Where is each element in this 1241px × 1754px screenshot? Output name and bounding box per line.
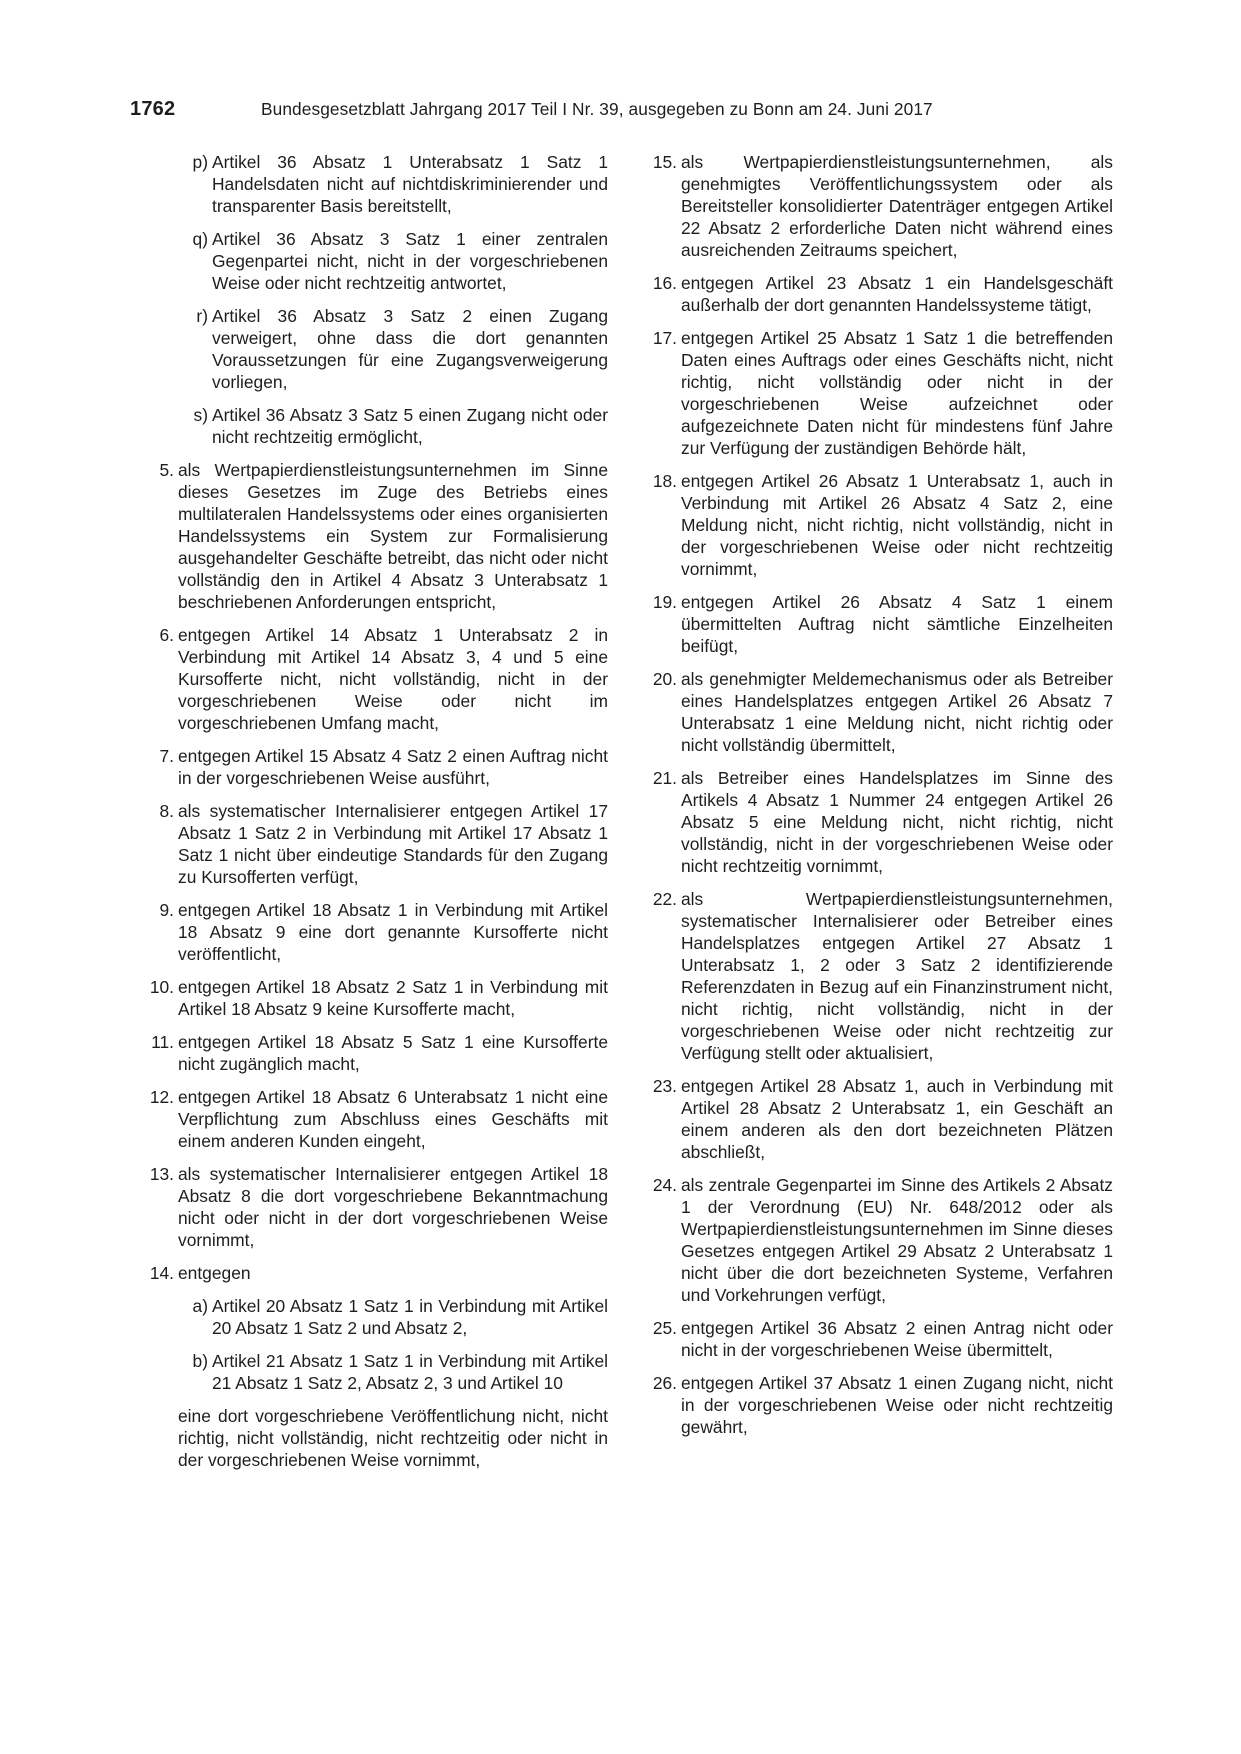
list-item-9 [159, 899, 608, 965]
list-item-q [192, 228, 608, 294]
list-item-p [192, 151, 608, 217]
list-item-8 [159, 800, 608, 888]
list-item-21 [652, 767, 1113, 877]
item-text: entgegen Artikel 26 Absatz 1 Unterabsatz 1, auch in Verbindung mit Artikel 26 Absatz 4 Satz 2, eine Meldung nicht, nicht richtig, nicht vollständig, nicht in der vorgeschriebenen Weise oder nicht rechtzeitig vornimmt, [681, 471, 1113, 579]
item-number: 24. [652, 1175, 677, 1195]
item-number: 9. [159, 900, 174, 920]
list-item-6 [159, 624, 608, 734]
list-item-20 [652, 668, 1113, 756]
list-item-22 [652, 888, 1113, 1064]
page-header [130, 98, 1120, 128]
item-number: 15. [652, 152, 677, 172]
item-number: 25. [652, 1318, 677, 1338]
item-text: entgegen Artikel 26 Absatz 4 Satz 1 einem übermittelten Auftrag nicht sämtliche Einzelheiten beifügt, [681, 592, 1113, 656]
sub-list [178, 1295, 608, 1394]
item-text: als genehmigter Meldemechanismus oder als Betreiber eines Handelsplatzes entgegen Artikel 26 Absatz 7 Unterabsatz 1 eine Meldung nicht, nicht richtig oder nicht vollständig übermittelt, [681, 669, 1113, 755]
item-number: 16. [652, 273, 677, 293]
left-column [149, 151, 608, 1482]
list-item-7 [159, 745, 608, 789]
item-text: entgegen Artikel 18 Absatz 1 in Verbindung mit Artikel 18 Absatz 9 eine dort genannte Kursofferte nicht veröffentlicht, [178, 900, 608, 964]
item-text: als Wertpapierdienstleistungsunternehmen, als genehmigtes Veröffentlichungssystem oder als Bereitsteller konsolidierter Datenträger entgegen Artikel 22 Absatz 2 erforderliche Daten nicht während eines ausreichenden Zeitraums speichert, [681, 152, 1113, 260]
item-number: 6. [159, 625, 174, 645]
item-number: 18. [652, 471, 677, 491]
item-text: entgegen [178, 1263, 251, 1283]
list-item-s [193, 404, 608, 448]
item-number: 10. [149, 977, 174, 997]
item-text: Artikel 36 Absatz 3 Satz 2 einen Zugang verweigert, ohne dass die dort genannten Voraussetzungen für eine Zugangsverweigerung vorliegen, [212, 306, 608, 392]
item-text: entgegen Artikel 14 Absatz 1 Unterabsatz 2 in Verbindung mit Artikel 14 Absatz 3, 4 und 5 eine Kursofferte nicht, nicht vollständig, nicht in der vorgeschriebenen Weise oder nicht im vorgeschriebenen Umfang macht, [178, 625, 608, 733]
list-item-15 [652, 151, 1113, 261]
item-text: entgegen Artikel 23 Absatz 1 ein Handelsgeschäft außerhalb der dort genannten Handelssysteme tätigt, [681, 273, 1113, 315]
item-text: entgegen Artikel 36 Absatz 2 einen Antrag nicht oder nicht in der vorgeschriebenen Weise übermittelt, [681, 1318, 1113, 1360]
list-item-16 [652, 272, 1113, 316]
item-text: entgegen Artikel 18 Absatz 5 Satz 1 eine Kursofferte nicht zugänglich macht, [178, 1032, 608, 1074]
item-text: als Betreiber eines Handelsplatzes im Sinne des Artikels 4 Absatz 1 Nummer 24 entgegen Artikel 26 Absatz 5 eine Meldung nicht, nicht richtig, nicht vollständig, nicht in der vorgeschriebenen Weise oder nicht rechtzeitig vornimmt, [681, 768, 1113, 876]
list-item-25 [652, 1317, 1113, 1361]
item-number: 7. [159, 746, 174, 766]
gazette-title: Bundesgesetzblatt Jahrgang 2017 Teil I Nr. 39, ausgegeben zu Bonn am 24. Juni 2017 [261, 99, 933, 119]
list-item-19 [652, 591, 1113, 657]
item-number: 26. [652, 1373, 677, 1393]
list-item-17 [652, 327, 1113, 459]
item-number: 5. [159, 460, 174, 480]
list-item-18 [652, 470, 1113, 580]
list-item-14b [192, 1350, 608, 1394]
item-text: Artikel 36 Absatz 3 Satz 1 einer zentralen Gegenpartei nicht, nicht in der vorgeschriebenen Weise oder nicht rechtzeitig antwortet, [212, 229, 608, 293]
item-number: 23. [652, 1076, 677, 1096]
list-item-14 [149, 1262, 608, 1471]
item-text: entgegen Artikel 25 Absatz 1 Satz 1 die betreffenden Daten eines Auftrags oder eines Geschäfts nicht, nicht richtig, nicht vollständig oder nicht in der vorgeschriebenen Weise aufzeichnet oder aufgezeichnete Daten nicht für mindestens fünf Jahre zur Verfügung der zuständigen Behörde hält, [681, 328, 1113, 458]
item-text: als systematischer Internalisierer entgegen Artikel 18 Absatz 8 die dort vorgeschriebene Bekanntmachung nicht oder nicht in der dort vorgeschriebenen Weise vornimmt, [178, 1164, 608, 1250]
item-text: entgegen Artikel 18 Absatz 2 Satz 1 in Verbindung mit Artikel 18 Absatz 9 keine Kursofferte macht, [178, 977, 608, 1019]
item-tail-text: eine dort vorgeschriebene Veröffentlichung nicht, nicht richtig, nicht vollständig, nicht rechtzeitig oder nicht in der vorgeschriebenen Weise vornimmt, [178, 1406, 608, 1470]
list-item-5 [159, 459, 608, 613]
item-number: 17. [652, 328, 677, 348]
list-item-10 [149, 976, 608, 1020]
item-label: b) [192, 1351, 208, 1371]
item-number: 13. [149, 1164, 174, 1184]
item-number: 11. [151, 1032, 174, 1052]
item-text: Artikel 36 Absatz 3 Satz 5 einen Zugang nicht oder nicht rechtzeitig ermöglicht, [212, 405, 608, 447]
list-item-23 [652, 1075, 1113, 1163]
list-item-26 [652, 1372, 1113, 1438]
item-text: als Wertpapierdienstleistungsunternehmen, systematischer Internalisierer oder Betreiber eines Handelsplatzes entgegen Artikel 27 Absatz 1 Unterabsatz 1, 2 oder 3 Satz 2 identifizierende Referenzdaten in Bezug auf ein Finanzinstrument nicht, nicht richtig, nicht vollständig, nicht in der vorgeschriebenen Weise oder nicht rechtzeitig zur Verfügung stellt oder aktualisiert, [681, 889, 1113, 1063]
item-label: q) [192, 229, 208, 249]
list-item-24 [652, 1174, 1113, 1306]
list-item-r [196, 305, 608, 393]
page-number: 1762 [130, 98, 176, 120]
item-text: Artikel 36 Absatz 1 Unterabsatz 1 Satz 1 Handelsdaten nicht auf nichtdiskriminierender und transparenter Basis bereitstellt, [212, 152, 608, 216]
item-number: 14. [149, 1263, 174, 1283]
list-item-12 [149, 1086, 608, 1152]
item-number: 21. [652, 768, 677, 788]
right-column [652, 151, 1113, 1449]
item-text: als zentrale Gegenpartei im Sinne des Artikels 2 Absatz 1 der Verordnung (EU) Nr. 648/2012 oder als Wertpapierdienstleistungsunternehmen im Sinne dieses Gesetzes entgegen Artikel 29 Absatz 2 Unterabsatz 1 nicht über die dort bezeichneten Systeme, Verfahren und Vorkehrungen verfügt, [681, 1175, 1113, 1305]
item-text: Artikel 21 Absatz 1 Satz 1 in Verbindung mit Artikel 21 Absatz 1 Satz 2, Absatz 2, 3 und Artikel 10 [212, 1351, 608, 1393]
item-number: 12. [149, 1087, 174, 1107]
item-number: 22. [652, 889, 677, 909]
list-item-14a [192, 1295, 608, 1339]
item-label: p) [192, 152, 208, 172]
item-text: entgegen Artikel 37 Absatz 1 einen Zugang nicht, nicht in der vorgeschriebenen Weise oder nicht rechtzeitig gewährt, [681, 1373, 1113, 1437]
item-number: 20. [652, 669, 677, 689]
item-text: als systematischer Internalisierer entgegen Artikel 17 Absatz 1 Satz 2 in Verbindung mit Artikel 17 Absatz 1 Satz 1 nicht über eindeutige Standards für den Zugang zu Kursofferten verfügt, [178, 801, 608, 887]
item-text: entgegen Artikel 15 Absatz 4 Satz 2 einen Auftrag nicht in der vorgeschriebenen Weise ausführt, [178, 746, 608, 788]
item-text: Artikel 20 Absatz 1 Satz 1 in Verbindung mit Artikel 20 Absatz 1 Satz 2 und Absatz 2, [212, 1296, 608, 1338]
list-item-11 [151, 1031, 608, 1075]
item-label: s) [193, 405, 208, 425]
item-label: a) [192, 1296, 208, 1316]
item-text: entgegen Artikel 28 Absatz 1, auch in Verbindung mit Artikel 28 Absatz 2 Unterabsatz 1, ein Geschäft an einem anderen als den dort bezeichneten Plätzen abschließt, [681, 1076, 1113, 1162]
item-number: 8. [159, 801, 174, 821]
item-label: r) [196, 306, 208, 326]
item-text: entgegen Artikel 18 Absatz 6 Unterabsatz 1 nicht eine Verpflichtung zum Abschluss eines Geschäfts mit einem anderen Kunden eingeht, [178, 1087, 608, 1151]
item-text: als Wertpapierdienstleistungsunternehmen im Sinne dieses Gesetzes im Zuge des Betriebs eines multilateralen Handelssystems oder eines organisierten Handelssystems ein System zur Formalisierung ausgehandelter Geschäfte betreibt, das nicht oder nicht vollständig den in Artikel 4 Absatz 3 Unterabsatz 1 beschriebenen Anforderungen entspricht, [178, 460, 608, 612]
list-item-13 [149, 1163, 608, 1251]
item-number: 19. [652, 592, 677, 612]
